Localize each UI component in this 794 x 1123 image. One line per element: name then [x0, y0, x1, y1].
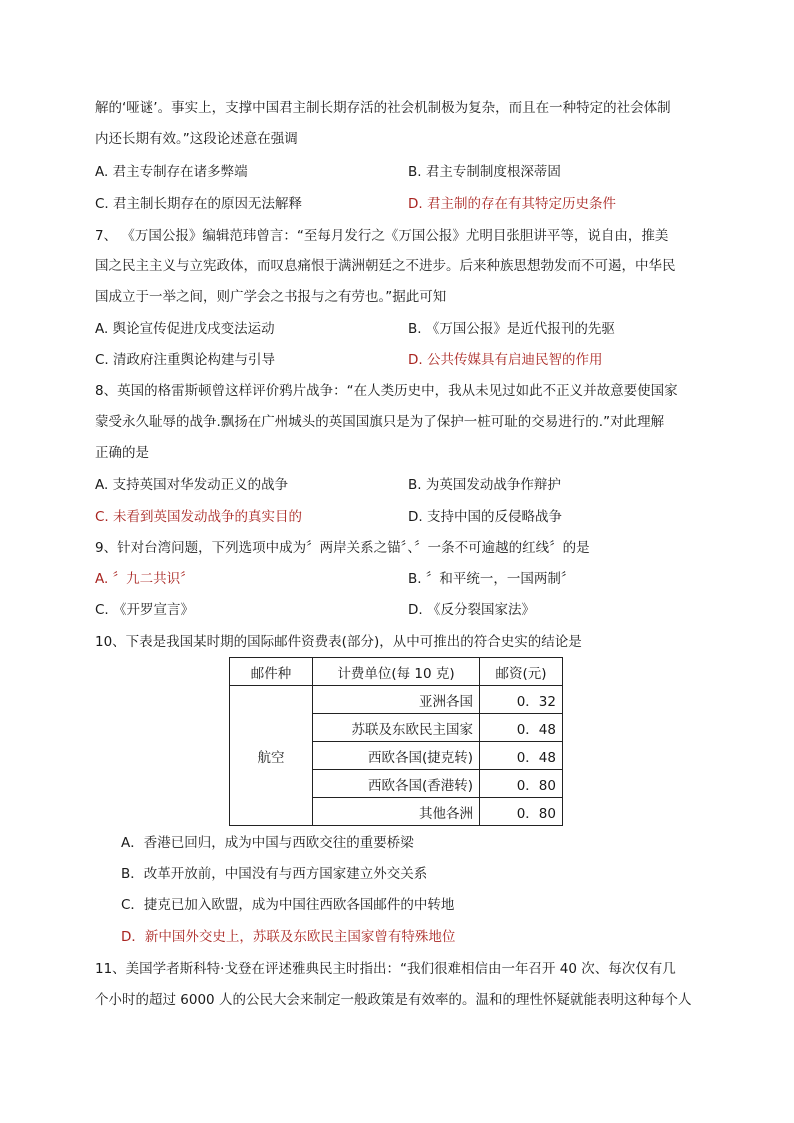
q11-stem-line-1: 11、美国学者斯科特·戈登在评述雅典民主时指出：“我们很难相信由一年召开 40 次、每次仅有几: [95, 961, 676, 977]
q9-option-a-answer: A. 〞九二共识〞: [95, 571, 194, 587]
q6-option-b: B. 君主专制制度根深蒂固: [408, 164, 561, 180]
table-header-row: [230, 658, 563, 686]
header-billing-unit: 计费单位(每 10 克): [313, 658, 480, 686]
q6-stem-line-2: 内还长期有效。”这段论述意在强调: [95, 131, 298, 147]
q10-stem-line-1: 10、下表是我国某时期的国际邮件资费表(部分)，从中可推出的符合史实的结论是: [95, 634, 582, 650]
row-unit: 西欧各国(香港转): [313, 770, 480, 798]
header-postage: 邮资(元): [480, 658, 563, 686]
q8-option-c-answer: C. 未看到英国发动战争的真实目的: [95, 509, 303, 525]
q7-stem-line-3: 国成立于一举之间，则广学会之书报与之有劳也。”据此可知: [95, 289, 447, 305]
row-unit: 亚洲各国: [313, 686, 480, 714]
row-price: 0．32: [480, 686, 563, 714]
q8-option-b: B. 为英国发动战争作辩护: [408, 477, 561, 493]
q10-option-a: A．香港已回归，成为中国与西欧交往的重要桥梁: [121, 835, 414, 851]
q6-option-a: A. 君主专制存在诸多弊端: [95, 164, 248, 180]
q7-option-b: B. 《万国公报》是近代报刊的先驱: [408, 321, 615, 337]
q6-option-c: C. 君主制长期存在的原因无法解释: [95, 196, 303, 212]
category-air: 航空: [230, 686, 313, 826]
table-row: [230, 686, 563, 714]
q11-stem-line-2: 个小时的超过 6000 人的公民大会来制定一般政策是有效率的。温和的理性怀疑就能表明这种每个人: [95, 992, 692, 1008]
q7-option-d-answer: D. 公共传媒具有启迪民智的作用: [408, 352, 603, 368]
q7-stem-line-1: 7、 《万国公报》编辑范玮曾言：“至每月发行之《万国公报》尤明目张胆讲平等，说自由，推美: [95, 228, 669, 244]
row-unit: 西欧各国(捷克转): [313, 742, 480, 770]
q6-stem-line-1: 解的‘哑谜’。事实上，支撑中国君主制长期存活的社会机制极为复杂，而且在一种特定的社会体制: [95, 100, 671, 116]
row-price: 0．48: [480, 742, 563, 770]
q10-option-b: B．改革开放前，中国没有与西方国家建立外交关系: [121, 866, 428, 882]
q7-option-c: C. 清政府注重舆论构建与引导: [95, 352, 276, 368]
q9-option-c: C. 《开罗宣言》: [95, 602, 195, 618]
postage-table: [229, 657, 563, 826]
q7-option-a: A. 舆论宣传促进戊戌变法运动: [95, 321, 275, 337]
q8-stem-line-2: 蒙受永久耻辱的战争.飘扬在广州城头的英国国旗只是为了保护一桩可耻的交易进行的.”对此理解: [95, 414, 665, 430]
q8-stem-line-3: 正确的是: [95, 445, 149, 461]
q8-stem-line-1: 8、英国的格雷斯顿曾这样评价鸦片战争：“在人类历史中，我从未见过如此不正义并故意要使国家: [95, 383, 678, 399]
row-unit: 其他各洲: [313, 798, 480, 826]
q8-option-d: D. 支持中国的反侵略战争: [408, 509, 562, 525]
q9-stem-line-1: 9、针对台湾问题，下列选项中成为〞两岸关系之锚〞、〞一条不可逾越的红线〞的是: [95, 540, 590, 556]
q9-option-d: D. 《反分裂国家法》: [408, 602, 535, 618]
row-price: 0．80: [480, 798, 563, 826]
q10-option-c: C．捷克已加入欧盟，成为中国往西欧各国邮件的中转地: [121, 897, 455, 913]
q9-option-b: B. 〞和平统一，一国两制〞: [408, 571, 575, 587]
row-unit: 苏联及东欧民主国家: [313, 714, 480, 742]
q6-option-d-answer: D. 君主制的存在有其特定历史条件: [408, 196, 616, 212]
header-mail-type: 邮件种: [230, 658, 313, 686]
q8-option-a: A. 支持英国对华发动正义的战争: [95, 477, 289, 493]
q10-option-d-answer: D．新中国外交史上，苏联及东欧民主国家曾有特殊地位: [121, 929, 456, 945]
row-price: 0．80: [480, 770, 563, 798]
row-price: 0．48: [480, 714, 563, 742]
q7-stem-line-2: 国之民主主义与立宪政体，而叹息痛恨于满洲朝廷之不进步。后来种族思想勃发而不可遏，中华民: [95, 258, 676, 274]
